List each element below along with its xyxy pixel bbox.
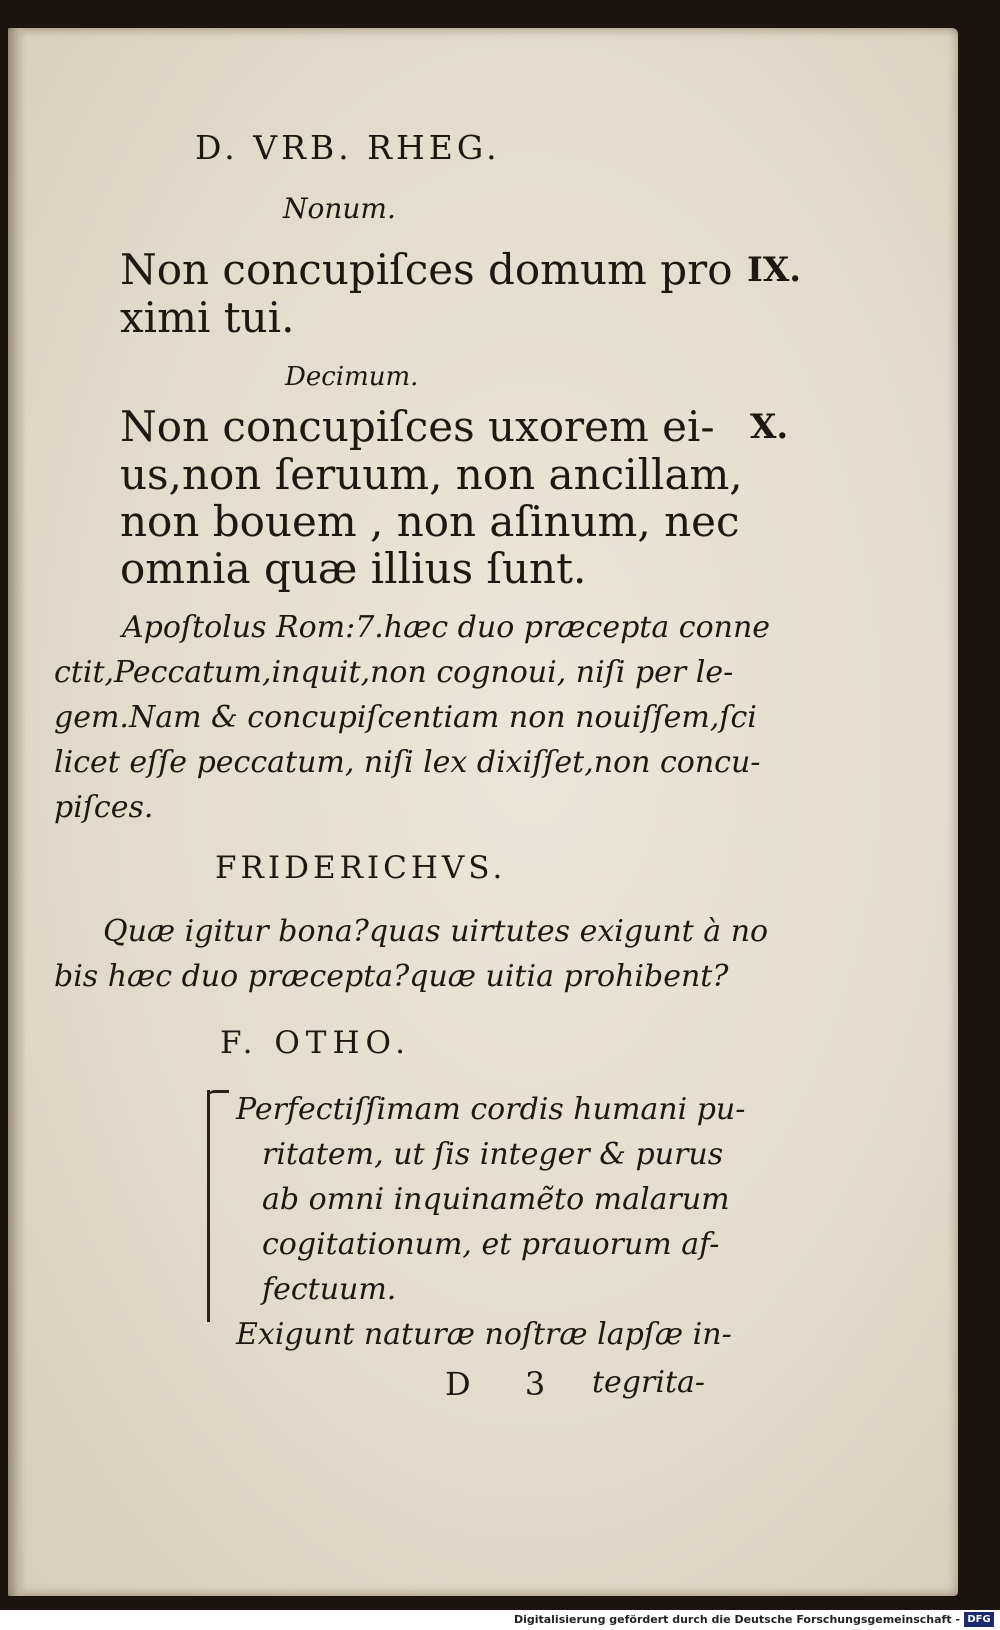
speaker-heading-friedrichus: FRIDERICHVS. [215, 850, 507, 886]
commandment-x-line: non bouem , non aſinum, nec [120, 497, 740, 546]
section-label-nonum: Nonum. [283, 192, 396, 225]
commandment-x-line: Non concupiſces uxorem ei- [120, 402, 715, 451]
running-head: D. VRB. RHEG. [195, 128, 501, 167]
section-label-decimum: Decimum. [285, 362, 419, 392]
catchword: tegrita- [592, 1365, 706, 1400]
answer-line: ritatem, ut ſis integer & purus [262, 1137, 724, 1172]
answer-line: Perfectiſſimam cordis humani pu- [236, 1092, 746, 1127]
commandment-x-line: omnia quæ illius ſunt. [120, 544, 587, 593]
dfg-logo: DFG [964, 1612, 994, 1627]
question-line: bis hæc duo præcepta?quæ uitia prohibent? [54, 959, 729, 994]
commandment-ix-line: Non concupiſces domum pro [120, 245, 733, 294]
margin-numeral-x: X. [750, 407, 789, 447]
apostolus-paragraph-line: ctit,Peccatum,inquit,non cognoui, niſi per le- [54, 655, 734, 690]
answer-brace-hook [207, 1090, 229, 1103]
answer-brace [207, 1090, 224, 1322]
answer-line: fectuum. [262, 1272, 397, 1307]
signature-mark: D 3 [445, 1365, 568, 1403]
apostolus-paragraph-line: piſces. [54, 790, 154, 825]
footer-credit-text: Digitalisierung gefördert durch die Deutsche Forschungsgemeinschaft - [513, 1613, 960, 1626]
answer-line: Exigunt naturæ noſtræ lapſæ in- [236, 1317, 732, 1352]
margin-numeral-ix: IX. [747, 250, 802, 290]
digitization-footer [0, 1610, 1000, 1630]
apostolus-paragraph-line: Apoſtolus Rom:7.hæc duo præcepta conne [122, 610, 771, 645]
apostolus-paragraph-line: licet eſſe peccatum, niſi lex dixiſſet,non concu- [54, 745, 761, 780]
answer-line: cogitationum, et prauorum af- [262, 1227, 720, 1262]
commandment-x-line: us,non ſeruum, non ancillam, [120, 450, 743, 499]
page-gutter-shadow [8, 28, 26, 1596]
answer-line: ab omni inquinamẽto malarum [262, 1182, 730, 1217]
commandment-ix-line: ximi tui. [120, 293, 295, 342]
apostolus-paragraph-line: gem.Nam & concupiſcentiam non nouiſſem,ſci [54, 700, 757, 735]
speaker-heading-otho: F. OTHO. [220, 1025, 411, 1061]
question-line: Quæ igitur bona?quas uirtutes exigunt à no [103, 914, 769, 949]
